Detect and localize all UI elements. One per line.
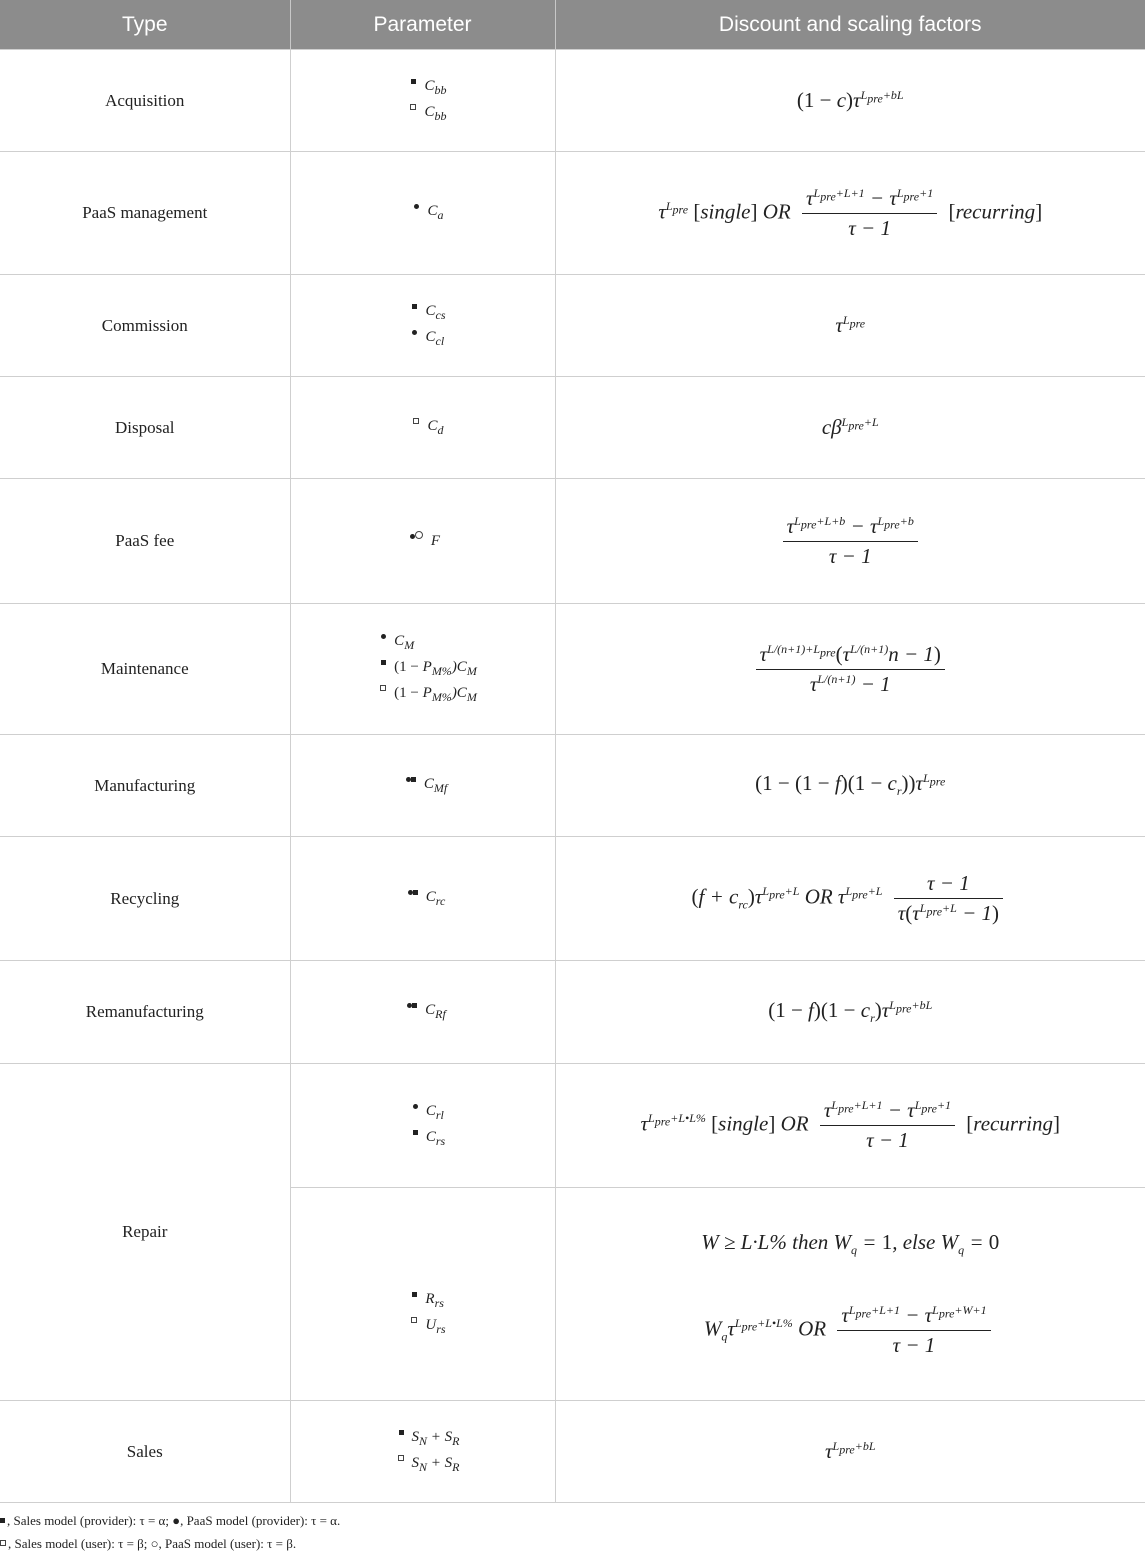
hollow-square-icon xyxy=(380,685,386,691)
row-type: Acquisition xyxy=(0,50,290,152)
row-type: Maintenance xyxy=(0,604,290,735)
row-type: PaaS management xyxy=(0,152,290,275)
filled-square-icon xyxy=(381,660,386,665)
row-formula: $(1 - (1 - f)(1 - c_r))\tau^{L_{pre}}$ xyxy=(555,735,1145,837)
hollow-square-icon xyxy=(0,1540,6,1546)
footnote-user: , Sales model (user): τ = β; ○, PaaS model (user): τ = β. xyxy=(0,1531,340,1554)
row-formula: $\tau^{L_{pre}}$ [single] OR $\frac{\tau^{L_{pre}+L+1} - \tau^{L_{pre}+1}}{\tau - 1}$ [recurring] xyxy=(555,152,1145,275)
header-factors: Discount and scaling factors xyxy=(555,0,1145,50)
row-type: Manufacturing xyxy=(0,735,290,837)
filled-circle-icon xyxy=(381,634,386,639)
hollow-square-icon xyxy=(411,1317,417,1323)
row-type: Recycling xyxy=(0,837,290,961)
filled-square-icon xyxy=(399,1430,404,1435)
table-row xyxy=(0,1401,1145,1503)
hollow-square-icon xyxy=(398,1455,404,1461)
row-parameters: $S_N + S_R$ $S_N + S_R$ xyxy=(290,1401,555,1503)
row-parameters: $C_{Mf}$ xyxy=(290,735,555,837)
table-footnotes xyxy=(0,1508,340,1554)
row-parameters: $R_{rs}$ $U_{rs}$ xyxy=(290,1188,555,1401)
row-type: Repair xyxy=(0,1064,290,1401)
row-parameters: $C_{bb}$ $C_{bb}$ xyxy=(290,50,555,152)
row-formula: $\tau^{L_{pre}+L•L\%}$ [single] OR $\frac{\tau^{L_{pre}+L+1} - \tau^{L_{pre}+1}}{\tau - 1}$ [recurring] xyxy=(555,1064,1145,1188)
table-row xyxy=(0,377,1145,479)
row-formula: $c\beta^{L_{pre}+L}$ xyxy=(555,377,1145,479)
row-formula: $(1 - c)\tau^{L_{pre}+bL}$ xyxy=(555,50,1145,152)
table-row xyxy=(0,837,1145,961)
table-row xyxy=(0,275,1145,377)
row-parameters: $C_M$ $(1 - P_{M\%})C_M$ $(1 - P_{M\%})C_M$ xyxy=(290,604,555,735)
table-row xyxy=(0,152,1145,275)
row-type: Sales xyxy=(0,1401,290,1503)
row-parameters: $C_{Rf}$ xyxy=(290,961,555,1064)
row-formula: $\tau^{L_{pre}+bL}$ xyxy=(555,1401,1145,1503)
row-type: Commission xyxy=(0,275,290,377)
row-parameters: $C_d$ xyxy=(290,377,555,479)
row-formula: $(1 - f)(1 - c_r)\tau^{L_{pre}+bL}$ xyxy=(555,961,1145,1064)
row-formula: $\frac{\tau^{L/(n+1)+L_{pre}}(\tau^{L/(n+1)}n - 1)}{\tau^{L/(n+1)} - 1}$ xyxy=(555,604,1145,735)
footnote-provider: , Sales model (provider): τ = α; ●, PaaS model (provider): τ = α. xyxy=(0,1508,340,1531)
table-row xyxy=(0,735,1145,837)
table-row xyxy=(0,50,1145,152)
filled-circle-icon xyxy=(412,330,417,335)
filled-square-icon xyxy=(411,777,416,782)
filled-square-icon xyxy=(412,1003,417,1008)
row-formula: $\frac{\tau^{L_{pre}+L+b} - \tau^{L_{pre}+b}}{\tau - 1}$ xyxy=(555,479,1145,604)
table-row xyxy=(0,604,1145,735)
table-row xyxy=(0,1064,1145,1188)
filled-square-icon xyxy=(412,304,417,309)
table-row xyxy=(0,961,1145,1064)
row-parameters: $C_a$ xyxy=(290,152,555,275)
hollow-square-icon xyxy=(410,104,416,110)
table-row xyxy=(0,479,1145,604)
header-row xyxy=(0,0,1145,50)
header-parameter: Parameter xyxy=(290,0,555,50)
row-type: Disposal xyxy=(0,377,290,479)
filled-circle-icon xyxy=(413,1104,418,1109)
filled-circle-icon xyxy=(414,204,419,209)
hollow-circle-icon xyxy=(415,531,423,539)
row-type: Remanufacturing xyxy=(0,961,290,1064)
header-type: Type xyxy=(0,0,290,50)
row-type: PaaS fee xyxy=(0,479,290,604)
filled-square-icon xyxy=(0,1518,5,1523)
hollow-square-icon xyxy=(413,418,419,424)
filled-square-icon xyxy=(413,1130,418,1135)
row-parameters: $C_{cs}$ $C_{cl}$ xyxy=(290,275,555,377)
row-formula: W ≥ L·L% then $W_q = 1$, else $W_q = 0$ $W_q\tau^{L_{pre}+L•L\%}$ OR $\frac{\tau^{L_{pre}+L+1} - \tau^{L_{pre}+W+1}}{\tau - 1}$ xyxy=(555,1188,1145,1401)
row-formula: $(f + c_{rc})\tau^{L_{pre}+L}$ OR $\tau^{L_{pre}+L}$ $\frac{\tau - 1}{\tau(\tau^{L_{pre}+L} - 1)}$ xyxy=(555,837,1145,961)
filled-square-icon xyxy=(411,79,416,84)
filled-square-icon xyxy=(413,890,418,895)
row-parameters: $C_{rc}$ xyxy=(290,837,555,961)
row-parameters: F xyxy=(290,479,555,604)
filled-square-icon xyxy=(412,1292,417,1297)
row-formula: $\tau^{L_{pre}}$ xyxy=(555,275,1145,377)
row-parameters: $C_{rl}$ $C_{rs}$ xyxy=(290,1064,555,1188)
